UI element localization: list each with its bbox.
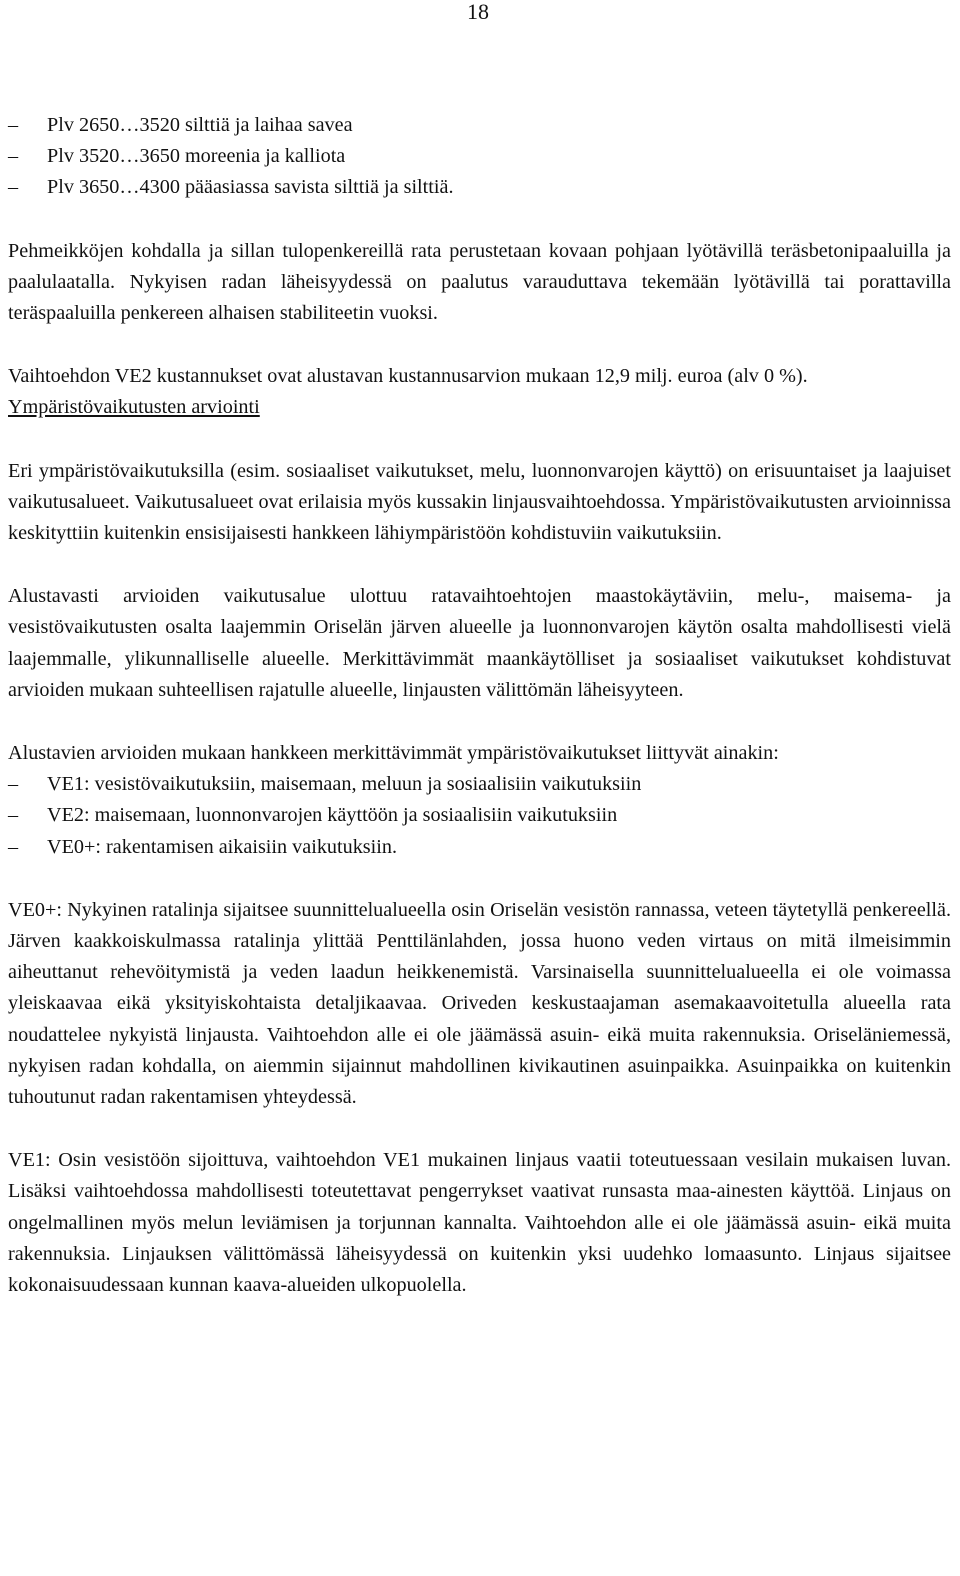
section-heading: Ympäristövaikutusten arviointi [8,396,260,419]
paragraph-costs: Vaihtoehdon VE2 kustannukset ovat alustavan kustannusarvion mukaan 12,9 milj. euroa (alv 0 %). [8,365,808,388]
impacts-list [8,769,951,863]
dash-bullet: – [8,176,19,199]
list-item-text: VE2: maisemaan, luonnonvarojen käyttöön ja sosiaalisiin vaikutuksiin [47,804,618,827]
dash-bullet: – [8,114,19,136]
page-number: 18 [467,0,489,24]
list-item [8,172,951,203]
dash-bullet: – [8,145,19,168]
paragraph-env-preliminary: Alustavasti arvioiden vaikutusalue ulottuu ratavaihtoehtojen maastokäytäviin, melu-, maisema- ja vesistövaikutusten osalta laajemmin Oriselän järven alueelle ja luonnonvarojen käytön osalta mahdollisesti vielä laajemmalle, ylikunnalliselle alueelle. Merkittävimmät maankäytölliset ja sosiaaliset vaikutukset kohdistuvat arvioiden mukaan suhteellisen rajatulle alueelle, linjausten välittömän läheisyyteen. [8,585,951,701]
paragraph-ve1: VE1: Osin vesistöön sijoittuva, vaihtoehdon VE1 mukainen linjaus vaatii toteutuessaan vesilain mukaisen luvan. Lisäksi vaihtoehdossa mahdollisesti toteutettavat pengerrykset vaativat runsasta maa-ainesten käyttöä. Linjaus on ongelmallinen myös melun leviämisen ja torjunnan kannalta. Vaihtoehdon alle ei ole jäämässä asuin- eikä muita rakennuksia. Linjauksen välittömässä läheisyydessä on kuitenkin yksi uudehko lomaasunto. Linjaus sijaitsee kokonaisuudessaan kunnan kaava-alueiden ulkopuolella. [8,1149,951,1297]
list-item [8,832,951,863]
paragraph-env-areas: Eri ympäristövaikutuksilla (esim. sosiaaliset vaikutukset, melu, luonnonvarojen käyttö) on erisuuntaiset ja laajuiset vaikutusalueet. Vaikutusalueet ovat erilaisia myös kussakin linjausvaihtoehdossa. Ympäristövaikutusten arvioinnissa keskityttiin kuitenkin ensisijaisesti hankkeen lähiympäristöön kohdistuviin vaikutuksiin. [8,459,951,545]
paragraph-foundation: Pehmeikköjen kohdalla ja sillan tulopenkereillä rata perustetaan kovaan pohjaan lyötävillä teräsbetonipaaluilla ja paalulaatalla. Nykyisen radan läheisyydessä on paalutus varauduttava tekemään lyötävillä tai porattavilla teräspaaluilla penkereen alhaisen stabiliteetin vuoksi. [8,239,951,325]
paragraph-ve0: VE0+: Nykyinen ratalinja sijaitsee suunnittelualueella osin Oriselän vesistön rannassa, veteen täytetyllä penkereellä. Järven kaakkoiskulmassa ratalinja ylittää Penttilänlahden, jossa huono veden virtaus on mitä ilmeisimmin aiheuttanut rehevöitymistä ja veden laadun heikkenemistä. Varsinaisella suunnittelualueella ei ole voimassa yleiskaavaa eikä yksityiskohtaista detaljikaavaa. Oriveden keskustaajaman asemakaavoitetulla alueella rata noudattelee nykyistä linjausta. Vaihtoehdon alle ei ole jäämässä asuin- eikä muita rakennuksia. Oriseläniemessä, nykyisen radan kohdalla, on aiemmin sijainnut mahdollinen kivikautinen asuinpaikka. Asuinpaikka on kuitenkin tuhoutunut radan rakentamisen yhteydessä. [8,898,951,1109]
list-item-text: Plv 3520…3650 moreenia ja kalliota [47,145,346,168]
list-item [8,141,951,172]
list-item [8,110,951,141]
dash-bullet: – [8,804,19,827]
page-content [8,110,951,1301]
list-item [8,769,951,800]
list-item-text: Plv 2650…3520 silttiä ja laihaa savea [47,114,353,136]
soil-list [8,110,951,204]
list-item-text: VE1: vesistövaikutuksiin, maisemaan, meluun ja sosiaalisiin vaikutuksiin [47,773,642,796]
dash-bullet: – [8,835,19,858]
list-item-text: Plv 3650…4300 pääasiassa savista silttiä ja silttiä. [47,176,454,199]
list-item [8,800,951,831]
dash-bullet: – [8,773,19,796]
list-item-text: VE0+: rakentamisen aikaisiin vaikutuksiin. [47,835,398,858]
paragraph-env-significant: Alustavien arvioiden mukaan hankkeen merkittävimmät ympäristövaikutukset liittyvät ainakin: [8,742,779,765]
